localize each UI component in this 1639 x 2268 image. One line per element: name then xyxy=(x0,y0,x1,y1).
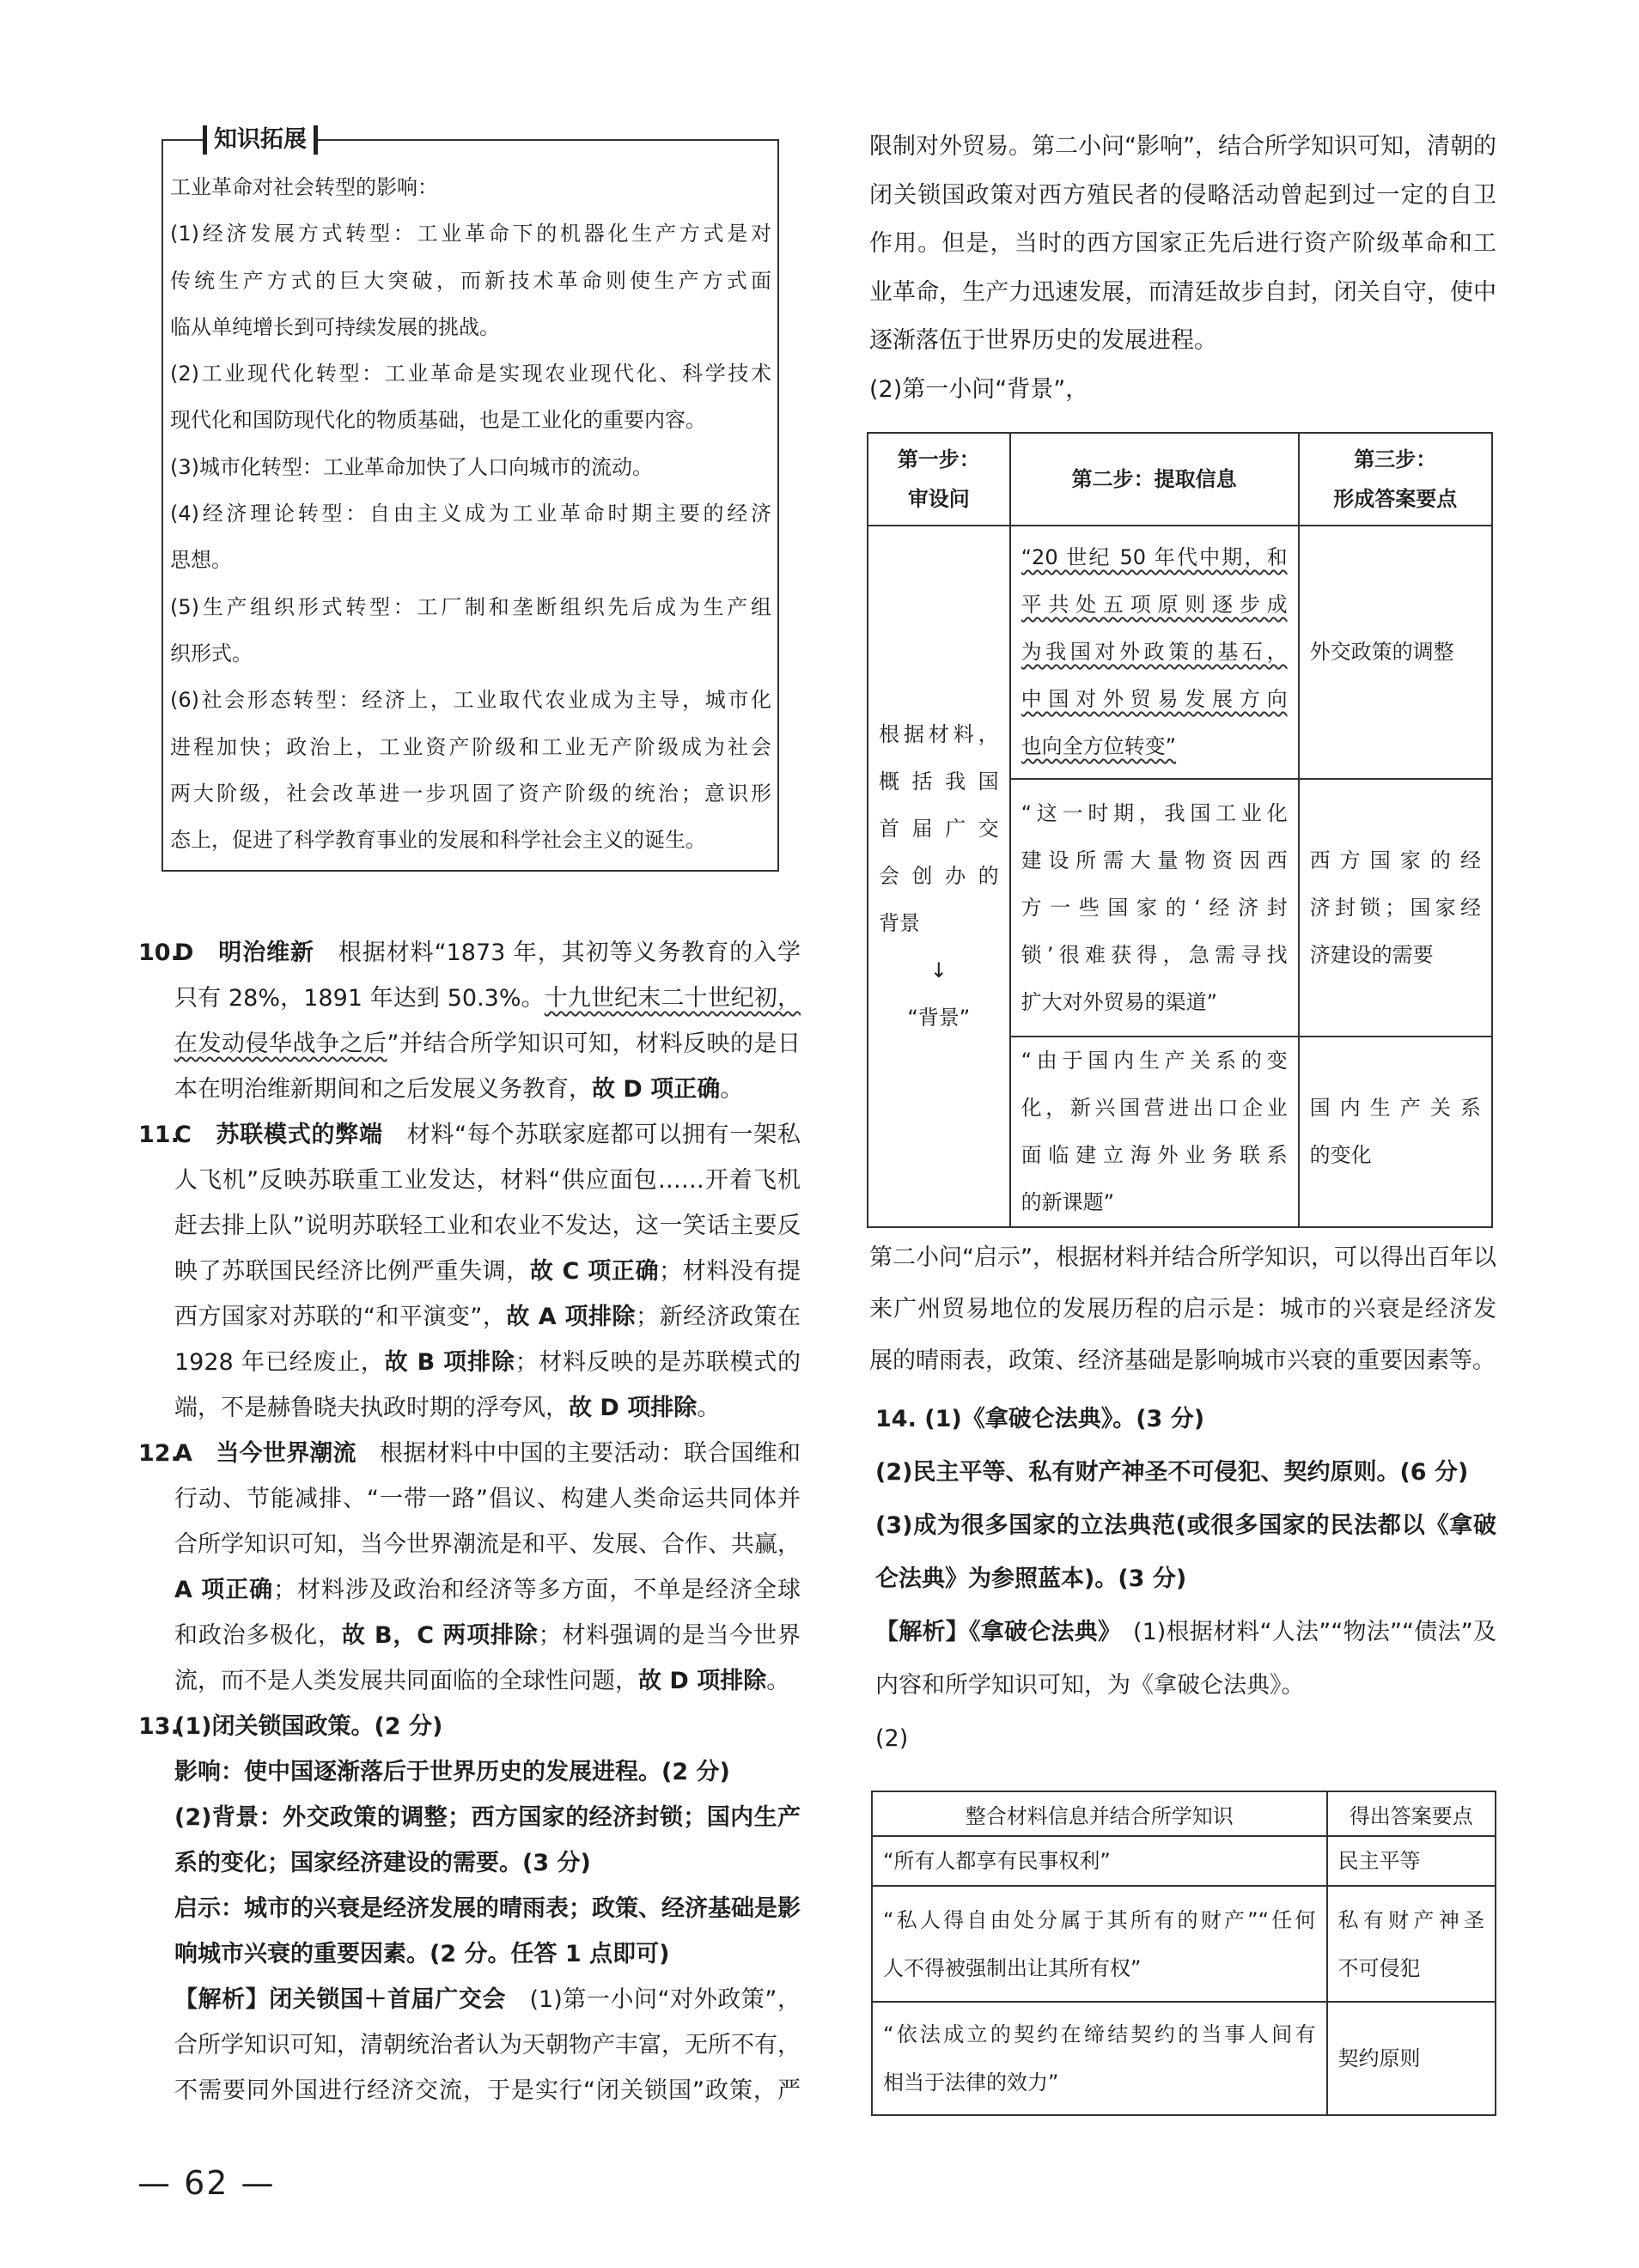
text-segment: 本在明治维新期间和之后发展义务教育， xyxy=(174,1076,592,1103)
text-line xyxy=(174,1385,801,1431)
text-segment: (6)社会形态转型：经济上，工业取代农业成为主导，城市化 xyxy=(170,688,771,713)
text-line xyxy=(1310,932,1481,979)
text-line xyxy=(174,2113,801,2159)
table-row xyxy=(872,1836,1496,1886)
text-line xyxy=(174,1294,801,1340)
header-step2 xyxy=(1010,433,1299,526)
text-line xyxy=(170,350,771,397)
bold-text: (2)民主平等、私有财产神圣不可侵犯、契约原则。(6 分) xyxy=(875,1459,1469,1486)
text-line xyxy=(883,1837,1316,1885)
text-line xyxy=(174,1795,801,1840)
text-line xyxy=(883,2058,1316,2107)
text-line xyxy=(170,537,771,583)
text-line xyxy=(174,1749,801,1795)
text-line xyxy=(170,584,771,630)
text-segment: 锁’很难获得，急需寻找 xyxy=(1021,942,1288,967)
text-segment: “依法成立的契约在缔结契约的当事人间有 xyxy=(883,2022,1316,2046)
text-line xyxy=(174,1112,801,1158)
text-segment: 合所学知识可知，清朝统治者认为天朝物产丰富，无所不有， xyxy=(174,2032,801,2058)
text-segment: 限制对外贸易。第二小问“影响”，结合所学知识可知，清朝的 xyxy=(869,133,1496,160)
text-line xyxy=(174,1931,801,1977)
bold-text: 【解析】闭关锁国＋首届广交会 xyxy=(174,1986,506,2013)
text-line xyxy=(869,1284,1496,1335)
text-segment: 流，而不是人类发展共同面临的全球性问题， xyxy=(174,1668,638,1694)
text-line xyxy=(170,397,771,443)
bold-text: 【解析】《拿破仑法典》 xyxy=(875,1619,1110,1645)
answer-14 xyxy=(875,1393,1496,1766)
text-line xyxy=(170,258,771,304)
text-line xyxy=(875,1499,1496,1553)
text-segment: 内容和所学知识可知，为《拿破仑法典》。 xyxy=(875,1672,1305,1699)
text-segment: 1928 年已经废止， xyxy=(174,1349,385,1376)
text-line xyxy=(174,1203,801,1249)
text-line xyxy=(170,210,771,257)
text-segment: “所有人都享有民事权利” xyxy=(883,1849,1111,1873)
text-segment: 西方国家的经 xyxy=(1309,848,1481,873)
text-segment: 材料“每个苏联家庭都可以拥有一架私 xyxy=(382,1122,801,1148)
text-segment: 端，不是赫鲁晓夫执政时期的浮夸风， xyxy=(174,1395,569,1421)
wavy-underlined-text: 中国对外贸易发展方向 xyxy=(1021,687,1288,711)
bold-text: 响城市兴衰的重要因素。(2 分。任答 1 点即可) xyxy=(174,1941,670,1967)
text-segment: ；材料涉及政治和经济等多方面，不单是经济全球 xyxy=(273,1577,801,1603)
text-segment: 的新课题” xyxy=(1021,1190,1115,1214)
text-segment: ；材料反映的是苏联模式的 xyxy=(515,1349,801,1376)
knowledge-box-title: 知识拓展 xyxy=(203,125,318,155)
text-line xyxy=(875,1393,1496,1446)
bold-text: (1)《拿破仑法典》。(3 分) xyxy=(924,1406,1205,1432)
text-segment: 工业革命对社会转型的影响： xyxy=(170,175,438,199)
text-segment: 第二小问“启示”，根据材料并结合所学知识，可以得出百年以 xyxy=(869,1244,1496,1271)
text-line xyxy=(875,1553,1496,1606)
text-line xyxy=(1021,534,1288,581)
text-line xyxy=(1021,1179,1288,1226)
text-line xyxy=(1021,581,1288,629)
info-cell xyxy=(1010,1037,1299,1227)
text-segment: 业革命，生产力迅速发展，而清廷故步自封，闭关自守，使中 xyxy=(869,278,1496,306)
table-row xyxy=(872,2002,1496,2115)
text-line xyxy=(883,1944,1316,1992)
bold-text: (1)闭关锁国政策。(2 分) xyxy=(174,1713,443,1740)
text-segment: 合所学知识可知，当今世界潮流是和平、发展、合作、共赢， xyxy=(174,1531,801,1558)
text-segment: 人飞机”反映苏联重工业发达，材料“供应面包……开着飞机 xyxy=(174,1167,801,1194)
answer-point-cell xyxy=(1299,1037,1492,1227)
header-step3 xyxy=(1299,433,1492,526)
text-line xyxy=(174,1886,801,1931)
text-line xyxy=(875,1659,1496,1712)
bold-text: 故 A 项排除 xyxy=(506,1304,637,1330)
text-line xyxy=(174,1613,801,1658)
text-segment: 映了苏联国民经济比例严重失调， xyxy=(174,1258,530,1285)
text-segment: 外交政策的调整 xyxy=(1309,640,1454,664)
table-header-row xyxy=(868,433,1492,526)
text-segment: 不可侵犯 xyxy=(1337,1955,1421,1980)
text-segment: 闭关锁国政策对西方殖民者的侵略活动曾起到过一定的自卫 xyxy=(869,181,1496,209)
text-segment: 两大阶级，社会改革进一步巩固了资产阶级的统治；意识形 xyxy=(170,781,771,806)
info-cell xyxy=(1010,779,1299,1037)
text-segment: 逐渐落伍于世界历史的发展进程。 xyxy=(869,327,1217,355)
text-line xyxy=(875,1712,1496,1766)
text-segment: 和政治多极化， xyxy=(174,1622,342,1649)
text-segment: 。 xyxy=(766,1668,790,1694)
text-line xyxy=(1021,723,1288,770)
answer-number: 12. xyxy=(138,1440,180,1467)
answer-point-cell xyxy=(1327,1836,1496,1886)
text-segment: 面临建立海外业务联系 xyxy=(1021,1143,1288,1167)
header-line: 形成答案要点 xyxy=(1333,487,1458,511)
text-line xyxy=(883,2010,1316,2058)
wavy-underlined-text: “20 世纪 50 年代中期，和 xyxy=(1021,545,1288,569)
text-line xyxy=(869,1232,1496,1284)
analysis-table xyxy=(867,432,1493,1228)
bold-text: 故 D 项排除 xyxy=(638,1668,767,1694)
text-segment: 作用。但是，当时的西方国家正先后进行资产阶级革命和工 xyxy=(869,230,1496,258)
table-row xyxy=(868,526,1492,779)
text-line xyxy=(1021,1037,1288,1085)
text-segment: (5)生产组织形式转型：工厂制和垄断组织先后成为生产组 xyxy=(170,594,771,619)
text-segment: 济建设的需要 xyxy=(1309,942,1434,967)
text-line xyxy=(170,770,771,817)
header-line: 第二步：提取信息 xyxy=(1071,467,1237,491)
text-line xyxy=(1021,629,1288,676)
text-line xyxy=(869,269,1496,318)
header-info: 整合材料信息并结合所学知识 xyxy=(872,1791,1327,1836)
question-line: 首届广交 xyxy=(879,817,999,841)
text-line xyxy=(174,1704,801,1749)
text-line xyxy=(174,930,801,976)
text-segment: 思想。 xyxy=(170,548,232,573)
inspiration-text xyxy=(869,1232,1496,1387)
text-line xyxy=(1021,885,1288,932)
table-header-row xyxy=(872,1791,1496,1836)
text-line xyxy=(1021,932,1288,979)
text-segment: 。 xyxy=(720,1076,744,1103)
question-line: 会创办的 xyxy=(879,864,999,888)
answer-point-cell xyxy=(1299,779,1492,1037)
arrow-down-icon: ↓ xyxy=(929,958,947,982)
text-line xyxy=(869,1335,1496,1387)
text-line xyxy=(174,2022,801,2068)
text-line xyxy=(869,366,1496,415)
text-line xyxy=(170,677,771,723)
info-cell xyxy=(1010,526,1299,779)
answer-number: 11. xyxy=(138,1122,180,1148)
header-line: 审设问 xyxy=(907,487,970,511)
text-segment: 赶去排上队”说明苏联轻工业和农业不发达，这一笑话主要反 xyxy=(174,1213,801,1239)
text-line xyxy=(1338,1837,1485,1885)
text-segment: 。 xyxy=(697,1395,721,1421)
answer-point-cell xyxy=(1299,526,1492,779)
wavy-underlined-text: 在发动侵华战争之后 xyxy=(174,1031,387,1057)
text-segment: (2) xyxy=(875,1725,909,1752)
answer-item xyxy=(138,930,801,1112)
text-line xyxy=(174,1476,801,1522)
text-segment: 传统生产方式的巨大突破，而新技术革命则使生产方式面 xyxy=(170,268,771,293)
wavy-underlined-text: 平共处五项原则逐步成 xyxy=(1021,593,1288,617)
answer-item xyxy=(138,1704,801,2159)
text-line xyxy=(170,724,771,770)
text-line xyxy=(1338,1944,1485,1992)
answer-point-cell xyxy=(1327,2002,1496,2115)
text-line xyxy=(174,1067,801,1112)
text-line xyxy=(174,1567,801,1613)
text-line xyxy=(1021,790,1288,837)
text-line xyxy=(869,172,1496,221)
bold-text: 仑法典》为参照蓝本)。(3 分) xyxy=(875,1566,1187,1592)
bold-text: A 当今世界潮流 xyxy=(174,1440,356,1467)
wavy-underlined-text: 也向全方位转变” xyxy=(1021,734,1177,758)
text-segment: 行动、节能减排、“一带一路”倡议、构建人类命运共同体并 xyxy=(174,1486,801,1512)
text-segment: “私人得自由处分属于其所有的财产”“任何 xyxy=(883,1907,1316,1932)
right-continuation-text xyxy=(869,123,1496,415)
bold-text: 影响：使中国逐渐落后于世界历史的发展进程。(2 分) xyxy=(174,1759,730,1785)
text-line xyxy=(1310,885,1481,932)
header-line: 第三步： xyxy=(1354,447,1437,471)
text-segment: 进程加快；政治上，工业资产阶级和工业无产阶级成为社会 xyxy=(170,734,771,759)
text-segment: (2)工业现代化转型：工业革命是实现农业现代化、科学技术 xyxy=(170,362,771,386)
text-segment: (4)经济理论转型：自由主义成为工业革命时期主要的经济 xyxy=(170,502,771,526)
info-cell xyxy=(872,1886,1327,2002)
wavy-underlined-text: 为我国对外政策的基石， xyxy=(1021,640,1288,664)
text-line xyxy=(1021,1085,1288,1132)
text-segment: 态上，促进了科学教育事业的发展和科学社会主义的诞生。 xyxy=(170,828,706,853)
answer-number: 14. xyxy=(875,1406,925,1432)
text-segment: (1)根据材料“人法”“物法”“债法”及 xyxy=(1109,1619,1496,1645)
text-line xyxy=(875,1446,1496,1499)
text-segment: 现代化和国防现代化的物质基础，也是工业化的重要内容。 xyxy=(170,408,706,433)
text-line xyxy=(174,1977,801,2022)
text-segment: 化，新兴国营进出口企业 xyxy=(1021,1096,1288,1120)
text-line xyxy=(1310,1085,1481,1132)
question-line: “背景” xyxy=(907,1006,971,1030)
left-answers xyxy=(138,930,801,2159)
text-segment: 国内生产关系 xyxy=(1309,1096,1481,1120)
text-segment: “这一时期，我国工业化 xyxy=(1021,800,1288,825)
text-segment: 根据材料中中国的主要活动：联合国维和 xyxy=(356,1440,801,1467)
bold-text: 故 D 项排除 xyxy=(569,1395,698,1421)
header-point: 得出答案要点 xyxy=(1327,1791,1496,1836)
napoleon-code-table xyxy=(871,1791,1496,2116)
text-line xyxy=(174,2068,801,2113)
question-line: 背景 xyxy=(879,911,920,935)
text-line xyxy=(174,1658,801,1704)
page-number: — 62 — xyxy=(137,2164,276,2202)
text-line xyxy=(869,123,1496,172)
text-segment: 西方国家对苏联的“和平演变”， xyxy=(174,1304,507,1330)
text-line xyxy=(1021,676,1288,723)
answer-point-cell xyxy=(1327,1886,1496,2002)
text-segment: 的变化 xyxy=(1309,1143,1372,1167)
text-line xyxy=(174,1522,801,1567)
text-segment: ”并结合所学知识可知，材料反映的是日 xyxy=(387,1031,801,1057)
bold-text: 故 B，C 两项排除 xyxy=(341,1622,539,1649)
question-cell xyxy=(868,526,1010,1227)
text-segment: 人不得被强制出让其所有权” xyxy=(883,1955,1142,1980)
text-line xyxy=(170,490,771,537)
text-line xyxy=(883,1896,1316,1944)
text-segment: 来广州贸易地位的发展历程的启示是：城市的兴衰是经济发 xyxy=(869,1296,1496,1322)
question-line: 根据材料， xyxy=(879,722,999,746)
wavy-underlined-text: 十九世纪末二十世纪初， xyxy=(544,985,801,1012)
text-line xyxy=(174,1249,801,1294)
text-line xyxy=(174,1158,801,1203)
answer-item xyxy=(138,1112,801,1431)
text-line xyxy=(1310,1132,1481,1179)
answer-item xyxy=(138,1431,801,1704)
bold-text: 故 D 项正确 xyxy=(592,1076,721,1103)
text-segment: 建设所需大量物资因西 xyxy=(1021,848,1288,873)
text-segment: “由于国内生产关系的变 xyxy=(1021,1049,1288,1073)
text-segment: 方一些国家的‘经济封 xyxy=(1021,895,1288,920)
text-line xyxy=(170,630,771,677)
answer-number: 13. xyxy=(138,1713,180,1740)
text-segment: (1)经济发展方式转型：工业革命下的机器化生产方式是对 xyxy=(170,222,771,246)
header-line: 第一步： xyxy=(897,447,980,471)
text-line xyxy=(1338,1896,1485,1944)
text-segment: 济封锁；国家经 xyxy=(1309,895,1481,920)
text-segment: (2)第一小问“背景”， xyxy=(869,375,1089,403)
text-segment: 民主平等 xyxy=(1337,1849,1421,1873)
text-line xyxy=(174,1021,801,1067)
text-segment: (3)城市化转型：工业革命加快了人口向城市的流动。 xyxy=(170,454,653,479)
text-line xyxy=(1021,837,1288,885)
text-line xyxy=(1310,629,1481,676)
text-segment: 扩大对外贸易的渠道” xyxy=(1021,989,1218,1014)
bold-text: 系的变化；国家经济建设的需要。(3 分) xyxy=(174,1850,591,1876)
text-line xyxy=(170,164,771,210)
text-segment: 契约原则 xyxy=(1337,2046,1421,2070)
text-segment: 织形式。 xyxy=(170,641,253,666)
text-line xyxy=(1338,2034,1485,2083)
bold-text: A 项正确 xyxy=(174,1577,274,1603)
text-line xyxy=(869,317,1496,366)
text-line xyxy=(170,304,771,350)
text-line xyxy=(170,817,771,863)
answer-number: 10. xyxy=(138,939,180,966)
text-line xyxy=(174,976,801,1021)
text-line xyxy=(170,444,771,490)
bold-text: 故 B 项排除 xyxy=(384,1349,515,1376)
question-line: 概括我国 xyxy=(879,769,999,793)
text-segment: (1)第一小问“对外政策”， xyxy=(529,1986,801,2013)
text-line xyxy=(174,1840,801,1886)
text-line xyxy=(869,220,1496,269)
text-segment: 根据材料“1873 年，其初等义务教育的入学 xyxy=(338,939,801,966)
text-segment: ；新经济政策在 xyxy=(636,1304,801,1330)
bold-text: (2)背景：外交政策的调整；西方国家的经济封锁；国内生产 xyxy=(174,1804,801,1831)
text-line xyxy=(1021,979,1288,1026)
table-row xyxy=(872,1886,1496,2002)
bold-text: D 明治维新 xyxy=(174,939,314,966)
text-line xyxy=(174,1431,801,1476)
text-line xyxy=(174,1340,801,1385)
header-step1 xyxy=(868,433,1010,526)
text-segment: ；材料没有提 xyxy=(659,1258,801,1285)
bold-text: 故 C 项正确 xyxy=(529,1258,660,1285)
text-segment: 临从单纯增长到可持续发展的挑战。 xyxy=(170,314,500,339)
bold-text: 启示：城市的兴衰是经济发展的晴雨表；政策、经济基础是影 xyxy=(174,1895,801,1922)
bold-text: C 苏联模式的弊端 xyxy=(174,1122,383,1148)
text-segment: 展的晴雨表，政策、经济基础是影响城市兴衰的重要因素等。 xyxy=(869,1347,1496,1374)
text-segment: 私有财产神圣 xyxy=(1337,1907,1484,1932)
text-segment: 相当于法律的效力” xyxy=(883,2070,1059,2095)
info-cell xyxy=(872,1836,1327,1886)
text-line xyxy=(1021,1132,1288,1179)
text-line xyxy=(1310,837,1481,885)
text-segment: 只有 28%，1891 年达到 50.3%。 xyxy=(174,985,545,1012)
text-segment: 不需要同外国进行经济交流，于是实行“闭关锁国”政策，严 xyxy=(174,2077,801,2104)
text-line xyxy=(875,1606,1496,1659)
text-segment: ；材料强调的是当今世界 xyxy=(538,1622,801,1649)
bold-text: (3)成为很多国家的立法典范(或很多国家的民法都以《拿破 xyxy=(875,1512,1496,1539)
info-cell xyxy=(872,2002,1327,2115)
knowledge-box-body xyxy=(170,164,771,863)
